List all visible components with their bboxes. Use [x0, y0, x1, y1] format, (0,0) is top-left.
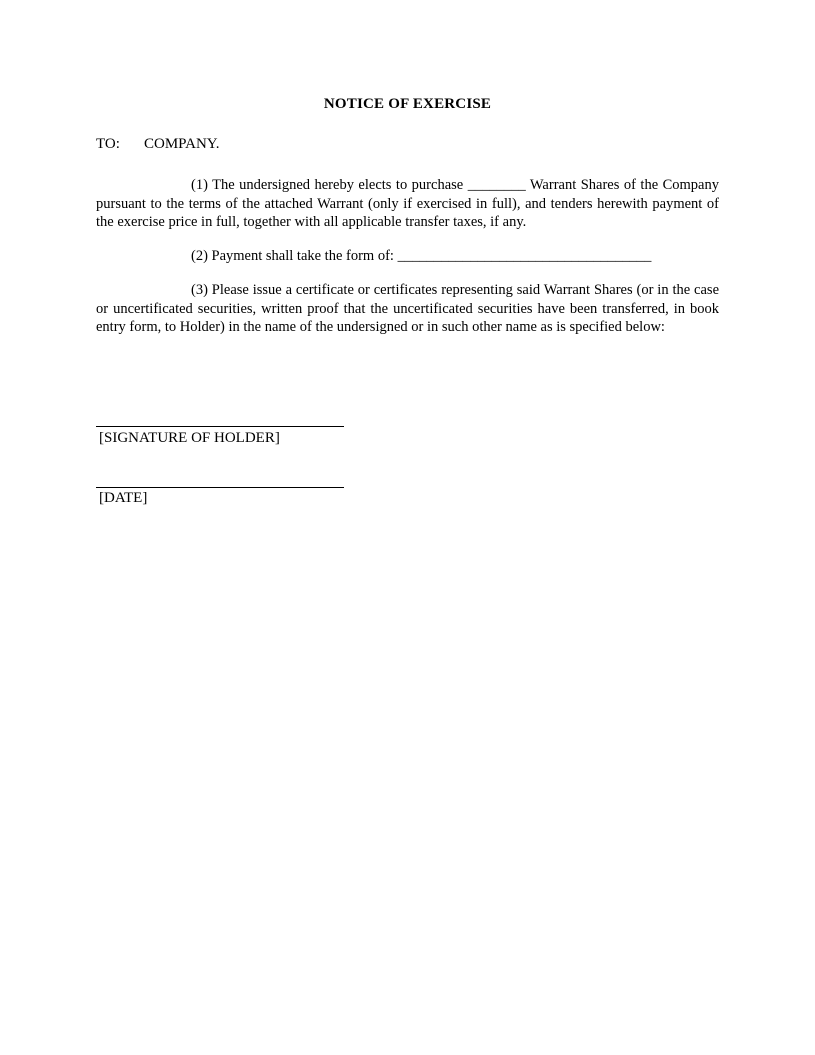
to-label: TO:	[96, 136, 120, 152]
paragraph-2: (2) Payment shall take the form of: ___________________________________	[191, 248, 652, 264]
to-line	[96, 136, 219, 153]
signature-label: [SIGNATURE OF HOLDER]	[99, 430, 280, 446]
signature-line	[96, 426, 344, 427]
to-value: COMPANY.	[144, 136, 220, 152]
paragraph-3: (3) Please issue a certificate or certificates representing said Warrant Shares (or in the case or uncertificated securities, written proof that the uncertificated securities have been transferred, in book entry form, to Holder) in the name of the undersigned or in such other name as is specified below:	[96, 282, 719, 335]
paragraph-1: (1) The undersigned hereby elects to purchase ________ Warrant Shares of the Company pursuant to the terms of the attached Warrant (only if exercised in full), and tenders herewith payment of the exercise price in full, together with all applicable transfer taxes, if any.	[96, 177, 719, 230]
date-line	[96, 487, 344, 488]
date-label: [DATE]	[99, 490, 148, 506]
document-title: NOTICE OF EXERCISE	[323, 96, 492, 112]
